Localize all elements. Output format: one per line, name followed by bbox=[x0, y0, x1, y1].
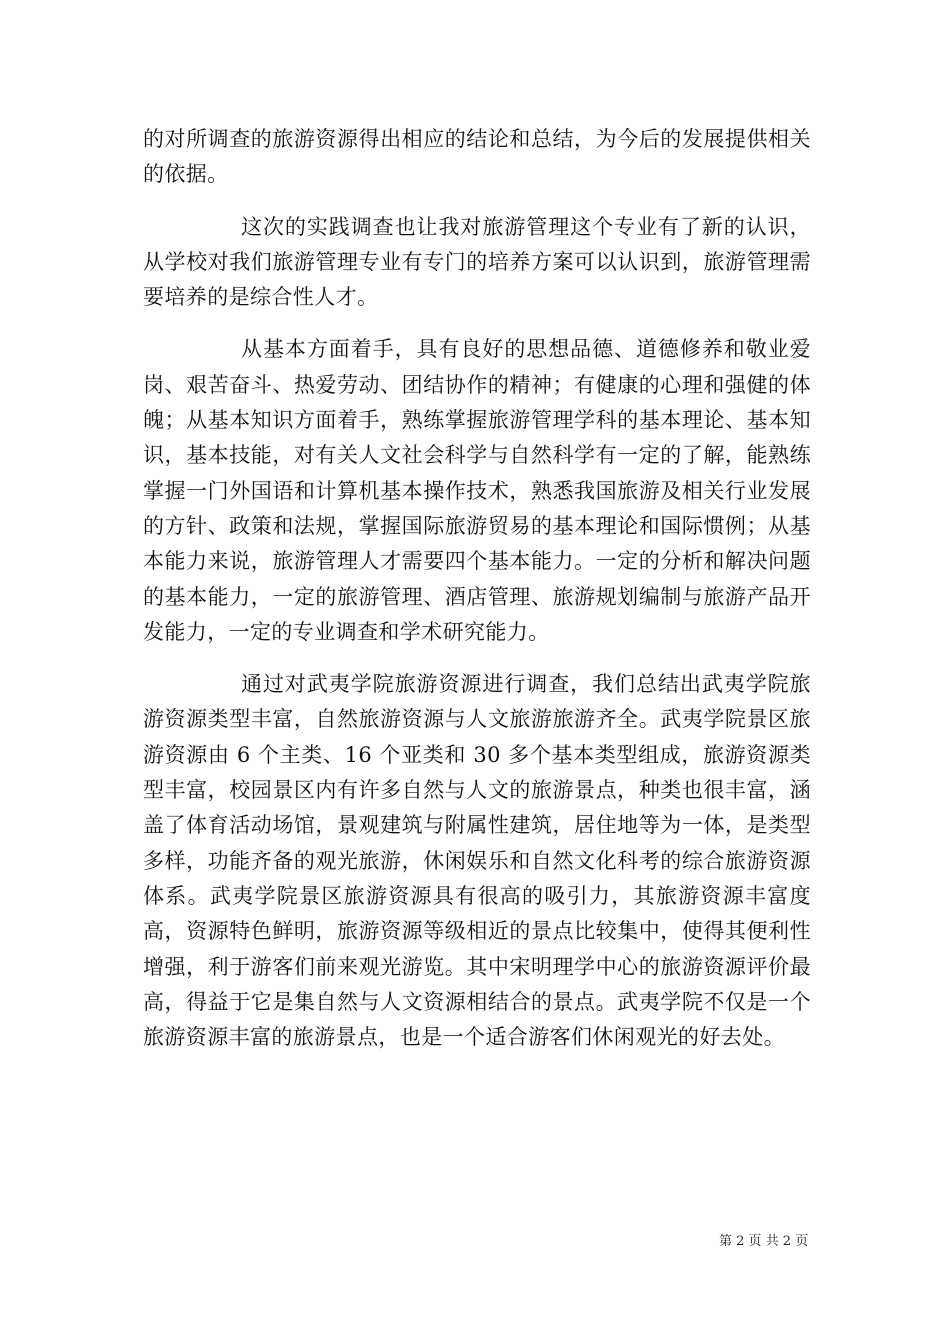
paragraph-survey-conclusion: 通过对武夷学院旅游资源进行调查，我们总结出武夷学院旅游资源类型丰富，自然旅游资源与人文旅游旅游齐全。武夷学院景区旅游资源由 6 个主类、16 个亚类和 30 多个基本类型组成，旅游资源类型丰富，校园景区内有许多自然与人文的旅游景点，种类也很丰富，涵盖了体育活动场馆，景观建筑与附属性建筑，居住地等为一体，是类型多样，功能齐备的观光旅游，休闲娱乐和自然文化科考的综合旅游资源体系。武夷学院景区旅游资源具有很高的吸引力，其旅游资源丰富度高，资源特色鲜明，旅游资源等级相近的景点比较集中，使得其便利性增强，利于游客们前来观光游览。其中宋明理学中心的旅游资源评价最高，得益于它是集自然与人文资源相结合的景点。武夷学院不仅是一个旅游资源丰富的旅游景点，也是一个适合游客们休闲观光的好去处。 bbox=[143, 672, 811, 1050]
body-text bbox=[143, 122, 811, 1055]
paragraph-continuation: 的对所调查的旅游资源得出相应的结论和总结，为今后的发展提供相关的依据。 bbox=[143, 127, 811, 187]
page-number: 第 2 页 共 2 页 bbox=[719, 1234, 809, 1249]
paragraph-basic-requirements: 从基本方面着手，具有良好的思想品德、道德修养和敬业爱岗、艰苦奋斗、热爱劳动、团结协作的精神；有健康的心理和强健的体魄；从基本知识方面着手，熟练掌握旅游管理学科的基本理论、基本知识，基本技能，对有关人文社会科学与自然科学有一定的了解，能熟练掌握一门外国语和计算机基本操作技术，熟悉我国旅游及相关行业发展的方针、政策和法规，掌握国际旅游贸易的基本理论和国际惯例；从基本能力来说，旅游管理人才需要四个基本能力。一定的分析和解决问题的基本能力，一定的旅游管理、酒店管理、旅游规划编制与旅游产品开发能力，一定的专业调查和学术研究能力。 bbox=[143, 337, 811, 644]
paragraph-practice-insight: 这次的实践调查也让我对旅游管理这个专业有了新的认识，从学校对我们旅游管理专业有专门的培养方案可以认识到，旅游管理需要培养的是综合性人才。 bbox=[143, 214, 811, 310]
